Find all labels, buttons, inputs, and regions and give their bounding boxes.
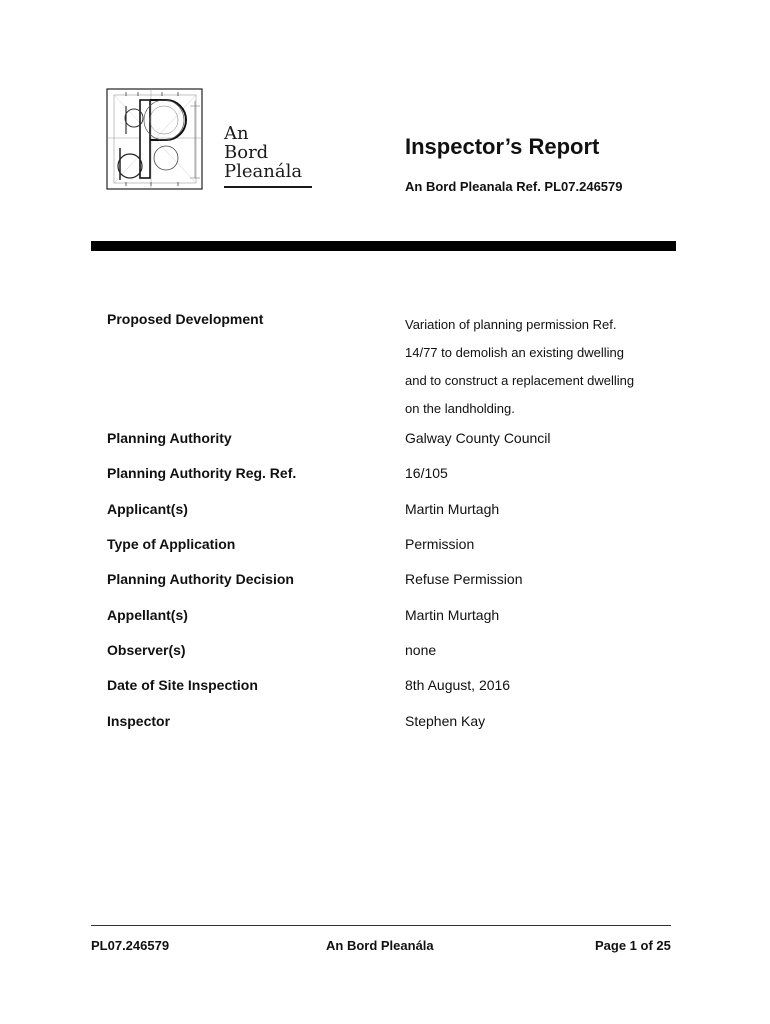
site-inspection-date-label: Date of Site Inspection [107,677,258,693]
proposed-development-label: Proposed Development [107,311,264,327]
footer-organisation: An Bord Pleanála [326,938,434,953]
inspector-label: Inspector [107,713,171,729]
reg-ref-value: 16/105 [405,465,448,481]
planning-authority-value: Galway County Council [405,430,551,446]
observer-label: Observer(s) [107,642,186,658]
board-reference: An Bord Pleanala Ref. PL07.246579 [405,179,623,194]
footer-divider [91,925,671,926]
application-type-value: Permission [405,536,475,552]
footer-reference: PL07.246579 [91,938,170,953]
header-divider [91,241,676,251]
logo-underline [224,186,312,188]
description-line: Variation of planning permission Ref. [405,317,617,332]
description-line: and to construct a replacement dwelling [405,373,635,388]
decision-value: Refuse Permission [405,571,523,587]
planning-authority-label: Planning Authority [107,430,232,446]
page-number: Page 1 of 25 [595,938,671,953]
applicant-value: Martin Murtagh [405,501,500,517]
inspector-value: Stephen Kay [405,713,486,729]
description-line: 14/77 to demolish an existing dwelling [405,345,624,360]
appellant-value: Martin Murtagh [405,607,500,623]
description-line: on the landholding. [405,401,515,416]
logo-p-emblem-icon [106,88,216,194]
observer-value: none [405,642,437,658]
reg-ref-label: Planning Authority Reg. Ref. [107,465,297,481]
an-bord-pleanala-logo [106,88,316,194]
logo-wordmark [224,124,302,181]
logo-word-pleanala: Pleanála [224,161,303,182]
logo-word-an: An [224,123,249,144]
decision-label: Planning Authority Decision [107,571,294,587]
site-inspection-date-value: 8th August, 2016 [405,677,511,693]
application-type-label: Type of Application [107,536,236,552]
appellant-label: Appellant(s) [107,607,188,623]
applicant-label: Applicant(s) [107,501,188,517]
logo-word-bord: Bord [224,142,269,163]
proposed-development-value [405,311,665,423]
page-title: Inspector’s Report [405,134,600,159]
